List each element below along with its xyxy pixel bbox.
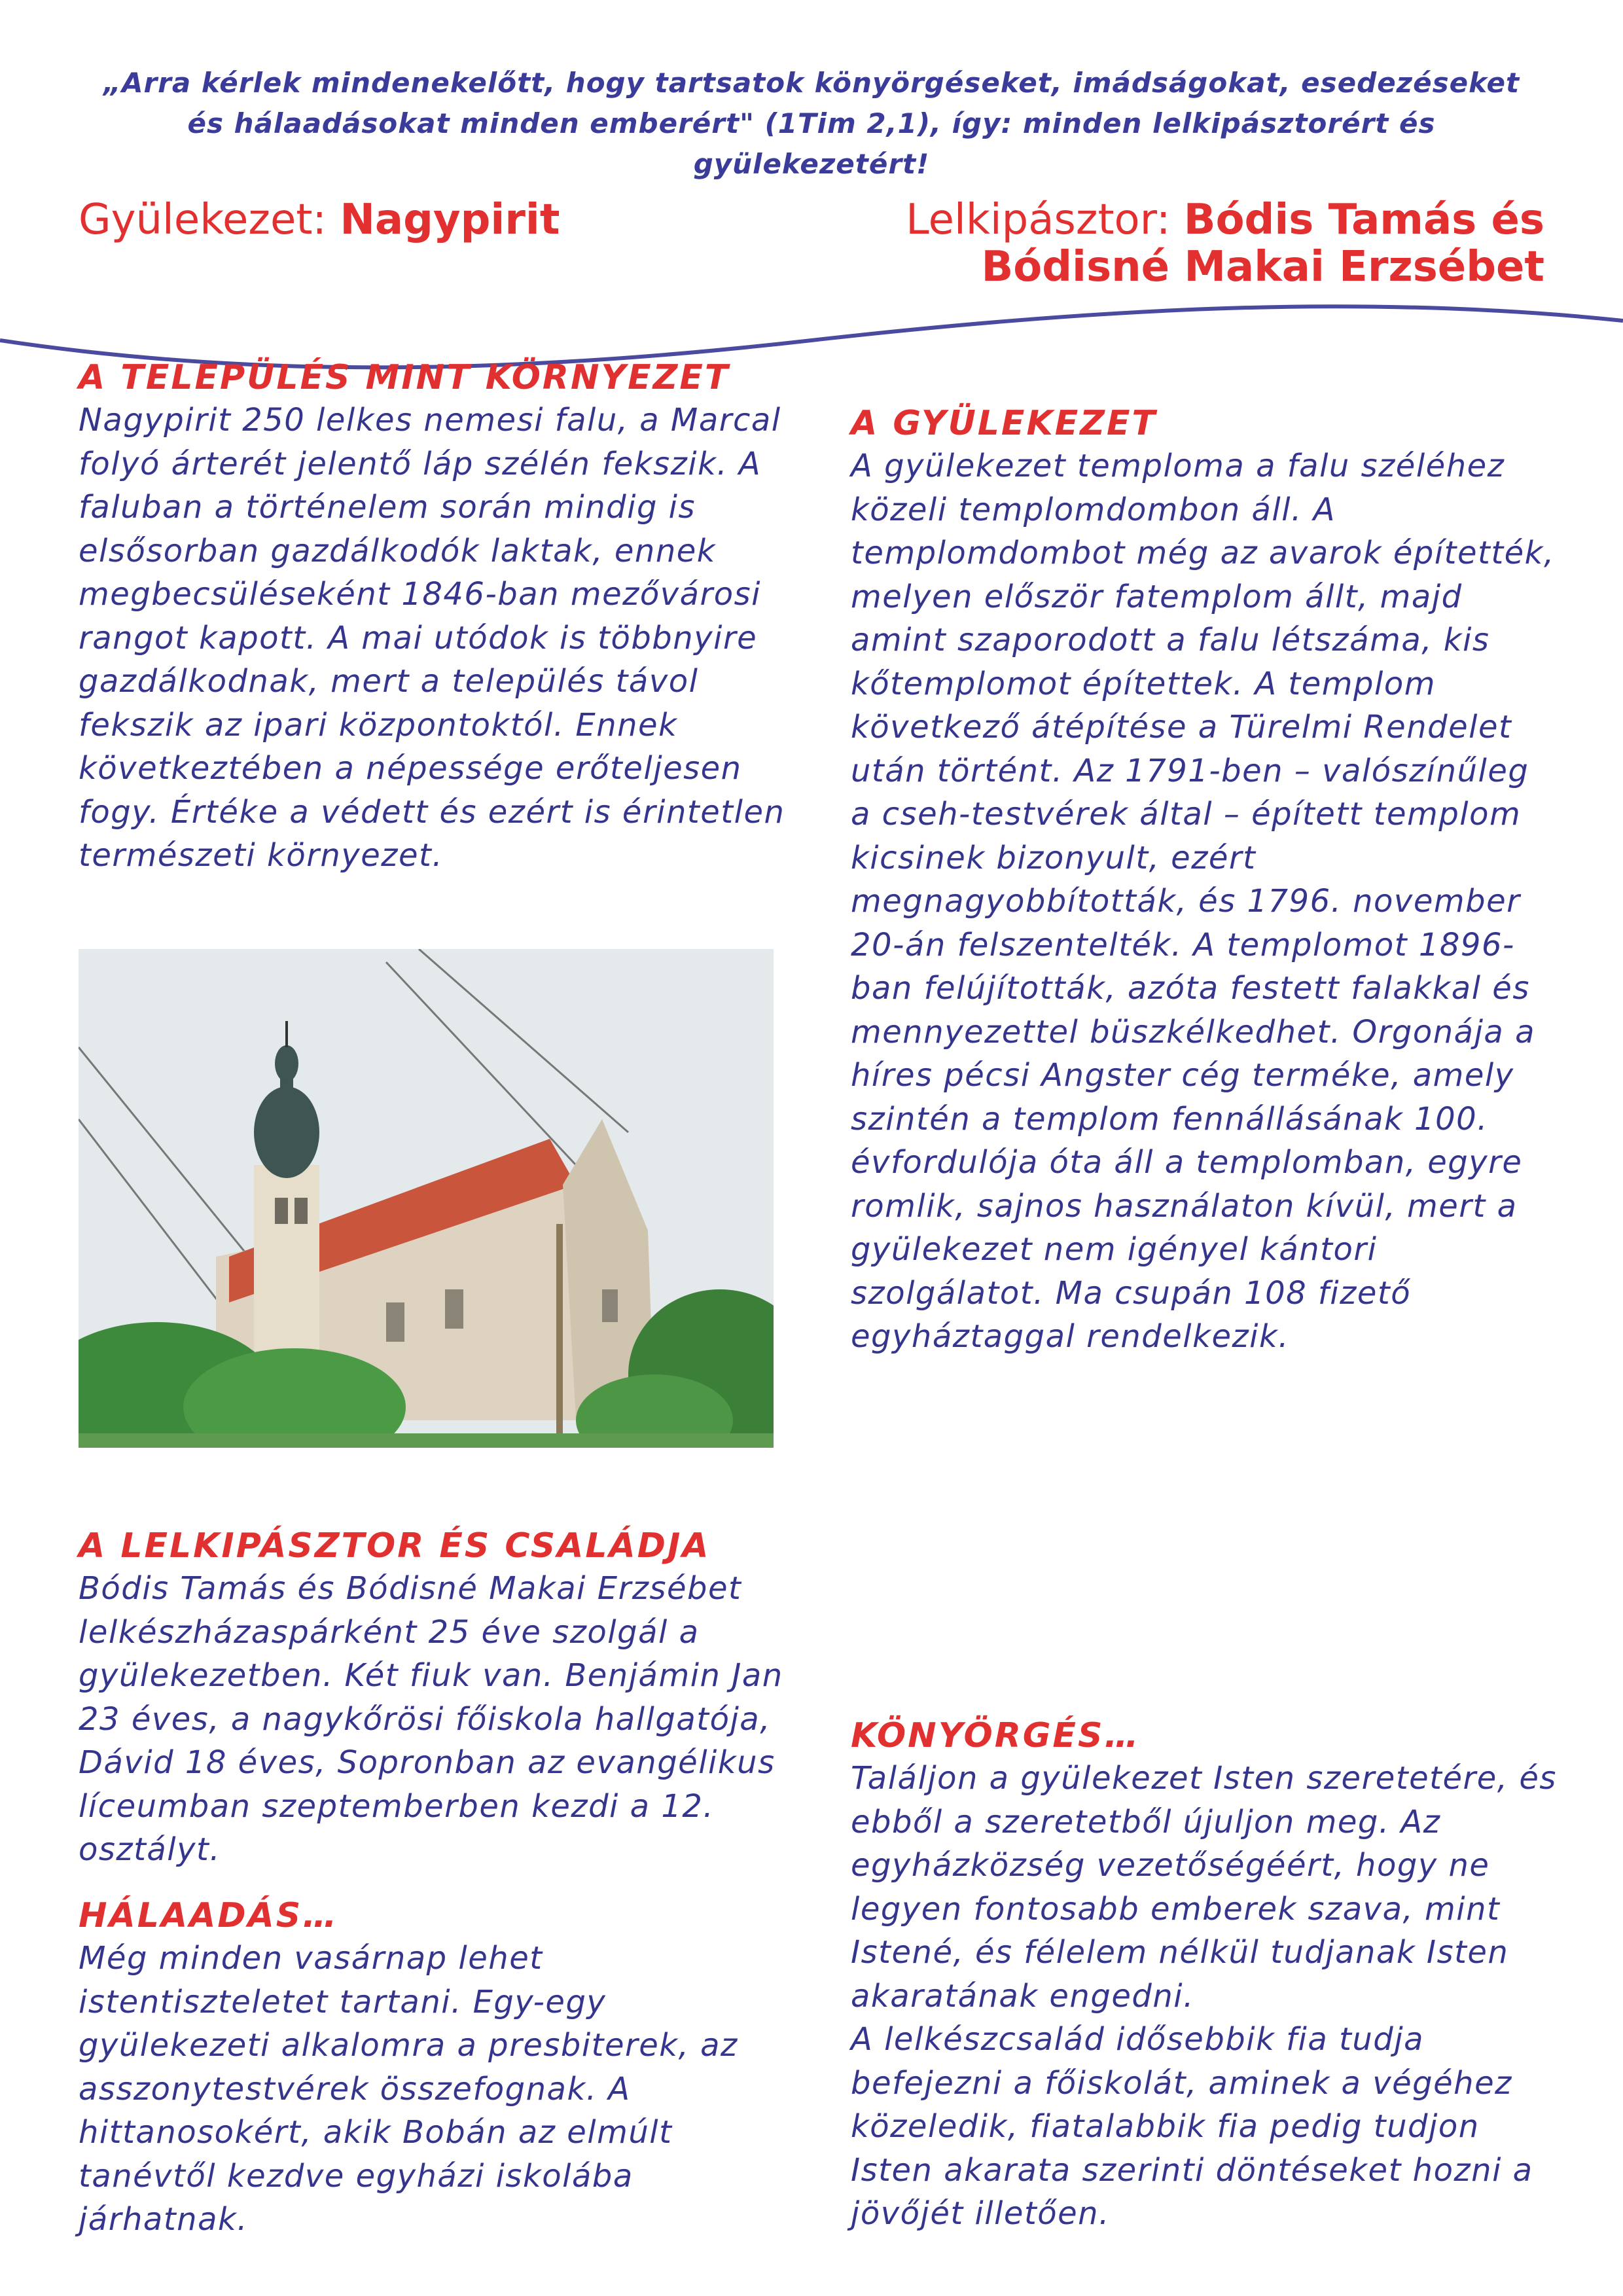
section-text-thanks: Még minden vasárnap lehet istentiszteletet tartani. Egy-egy gyülekezeti alkalomra a presbiterek, az asszonytestvérek összefognak. A hittanosokért, akik Bobán az elmúlt tanévtől kezdve egyházi iskolába járhatnak. <box>79 1940 738 2238</box>
bible-quote: „Arra kérlek mindenekelőtt, hogy tartsatok könyörgéseket, imádságokat, esedezéseket és hálaadásokat minden emberért" (1Tim 2,1), így: minden lelkipásztorért és gyülekezetért! <box>103 67 1520 180</box>
pastor-name-line1: Bódis Tamás és <box>1183 196 1544 244</box>
pastor-label: Lelkipásztor: <box>906 196 1171 244</box>
section-title-thanks: HÁLAADÁS… <box>79 1896 339 1935</box>
section-title-prayer: KÖNYÖRGÉS… <box>851 1716 1141 1755</box>
church-illustration <box>79 949 774 1448</box>
section-congregation <box>851 403 1558 1359</box>
section-text-prayer-2: A lelkészcsalád idősebbik fia tudja befejezni a főiskolát, aminek a végéhez közeledik, fiatalabbik fia pedig tudjon Isten akarata szerinti döntéseket hozni a jövőjét illetően. <box>851 2021 1533 2232</box>
congregation-label: Gyülekezet: <box>79 196 327 244</box>
section-prayer <box>851 1715 1558 2236</box>
section-pastor <box>79 1525 785 1872</box>
section-title-settlement: A TELEPÜLÉS MINT KÖRNYEZET <box>79 358 730 397</box>
section-settlement <box>79 357 785 878</box>
section-text-prayer-1: Találjon a gyülekezet Isten szeretetére, és ebből a szeretetből újuljon meg. Az egyházközség vezetőségéért, hogy ne legyen fontosabb emberek szava, mint Istené, és félelem nélkül tudjanak Isten akaratának engedni. <box>851 1760 1557 2015</box>
congregation-name: Nagypirit <box>340 196 560 244</box>
section-thanks <box>79 1895 785 2242</box>
section-text-settlement: Nagypirit 250 lelkes nemesi falu, a Marcal folyó árterét jelentő láp szélén fekszik. A faluban a történelem során mindig is elsősorban gazdálkodók laktak, ennek megbecsüléseként 1846-ban mezővárosi rangot kapott. A mai utódok is többnyire gazdálkodnak, mert a település távol fekszik az ipari központoktól. Ennek következtében a népessége erőteljesen fogy. Értéke a védett és ezért is érintetlen természeti környezet. <box>79 402 785 874</box>
section-title-pastor: A LELKIPÁSZTOR ÉS CSALÁDJA <box>79 1526 711 1566</box>
pastor-name-line2: Bódisné Makai Erzsébet <box>981 243 1544 291</box>
section-title-congregation: A GYÜLEKEZET <box>851 404 1157 443</box>
congregation-heading <box>79 196 560 243</box>
section-text-congregation: A gyülekezet temploma a falu széléhez közeli templomdombon áll. A templomdombot még az avarok építették, melyen először fatemplom állt, majd amint szaporodott a falu létszáma, kis kőtemplomot építettek. A templom következő átépítése a Türelmi Rendelet után történt. Az 1791-ben – valószínűleg a cseh-testvérek által – épített templom kicsinek bizonyult, ezért megnagyobbították, és 1796. november 20-án felszentelték. A templomot 1896-ban felújították, azóta festett falakkal és mennyezettel büszkélkedhet. Orgonája a híres pécsi Angster cég terméke, amely szintén a templom fennállásának 100. évfordulója óta áll a templomban, egyre romlik, sajnos használaton kívül, mert a gyülekezet nem igényel kántori szolgálatot. Ma csupán 108 fizető egyháztaggal rendelkezik. <box>851 448 1555 1355</box>
church-photo <box>79 949 774 1448</box>
section-text-pastor: Bódis Tamás és Bódisné Makai Erzsébet lelkészházaspárként 25 éve szolgál a gyülekezetben. Két fiuk van. Benjámin Jan 23 éves, a nagykőrösi főiskola hallgatója, Dávid 18 éves, Sopronban az evangélikus líceumban szeptemberben kezdi a 12. osztályt. <box>79 1570 783 1868</box>
